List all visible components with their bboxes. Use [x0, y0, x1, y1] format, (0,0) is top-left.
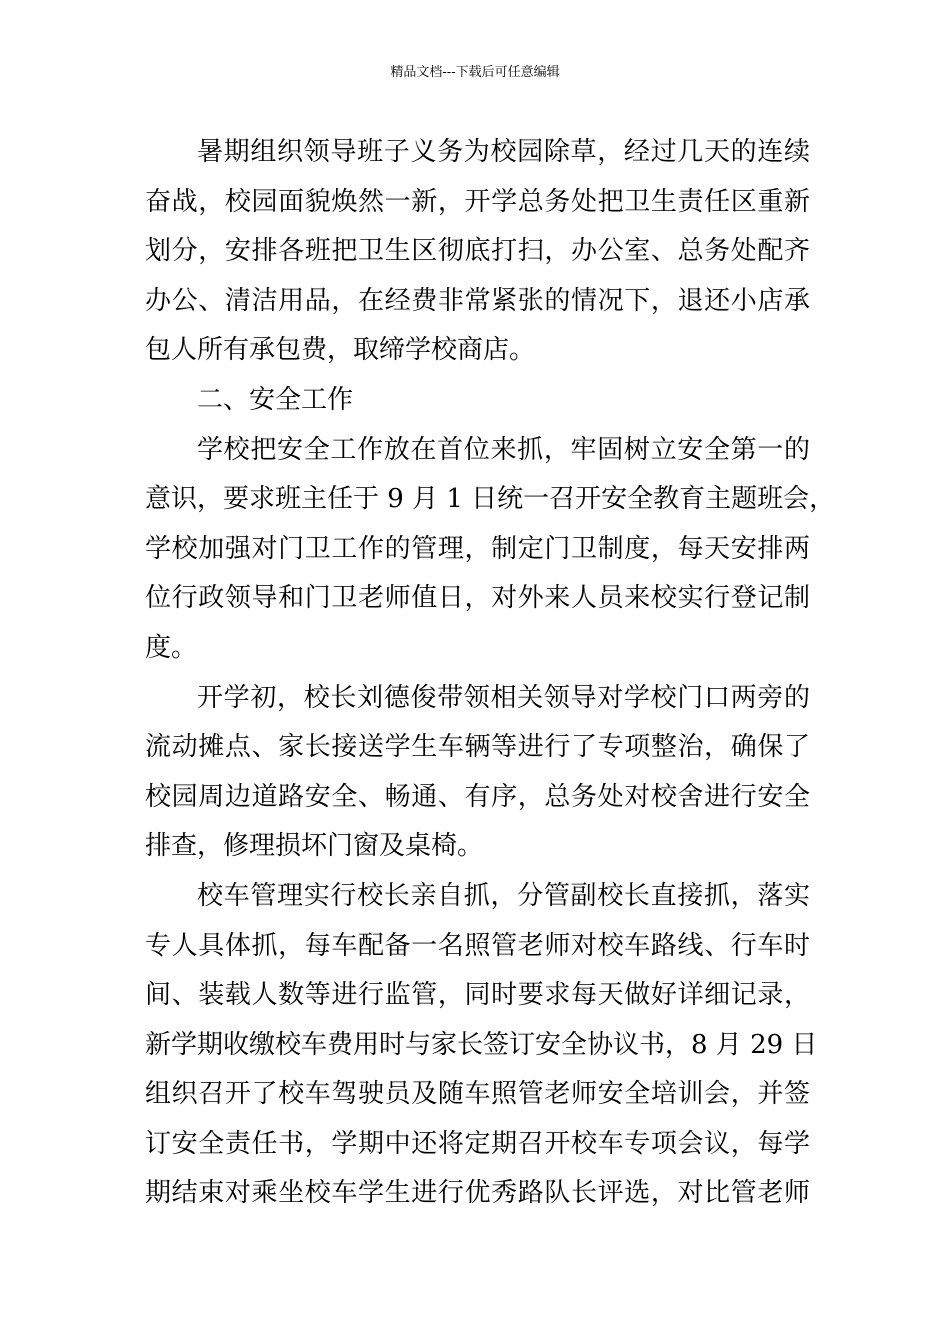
text-line: 排查，修理损坏门窗及桌椅。	[145, 831, 484, 862]
text-line: 奋战，校园面貌焕然一新，开学总务处把卫生责任区重新	[145, 186, 810, 217]
text-line: 校车管理实行校长亲自抓，分管副校长直接抓，落实	[197, 880, 810, 911]
page-header: 精品文档---下载后可任意编辑	[390, 65, 560, 80]
text-line: 二、安全工作	[197, 384, 354, 415]
text-line: 意识，要求班主任于 9 月 1 日统一召开安全教育主题班会，	[145, 484, 836, 515]
text-line: 办公、清洁用品，在经费非常紧张的情况下，退还小店承	[145, 285, 810, 316]
text-line: 流动摊点、家长接送学生车辆等进行了专项整治，确保了	[145, 732, 810, 763]
text-line: 度。	[145, 632, 198, 663]
text-line: 暑期组织领导班子义务为校园除草，经过几天的连续	[197, 137, 810, 167]
text-line: 专人具体抓，每车配备一名照管老师对校车路线、行车时	[145, 930, 810, 961]
text-line: 期结束对乘坐校车学生进行优秀路队长评选，对比管老师	[145, 1178, 810, 1209]
text-line: 订安全责任书，学期中还将定期召开校车专项会议，每学	[145, 1128, 810, 1159]
text-line: 学校把安全工作放在首位来抓，牢固树立安全第一的	[197, 434, 810, 465]
text-line: 学校加强对门卫工作的管理，制定门卫制度，每天安排两	[145, 533, 810, 564]
text-line: 新学期收缴校车费用时与家长签订安全协议书，8 月 29 日	[145, 1029, 818, 1060]
text-line: 包人所有承包费，取缔学校商店。	[145, 335, 536, 366]
text-line: 间、装载人数等进行监管，同时要求每天做好详细记录，	[145, 980, 810, 1011]
text-line: 开学初，校长刘德俊带领相关领导对学校门口两旁的	[197, 682, 810, 713]
text-line: 位行政领导和门卫老师值日，对外来人员来校实行登记制	[145, 583, 810, 614]
document-body	[145, 128, 836, 1219]
text-line: 校园周边道路安全、畅通、有序，总务处对校舍进行安全	[145, 781, 810, 812]
text-line: 划分，安排各班把卫生区彻底打扫，办公室、总务处配齐	[145, 236, 810, 267]
text-line: 组织召开了校车驾驶员及随车照管老师安全培训会，并签	[145, 1079, 810, 1110]
